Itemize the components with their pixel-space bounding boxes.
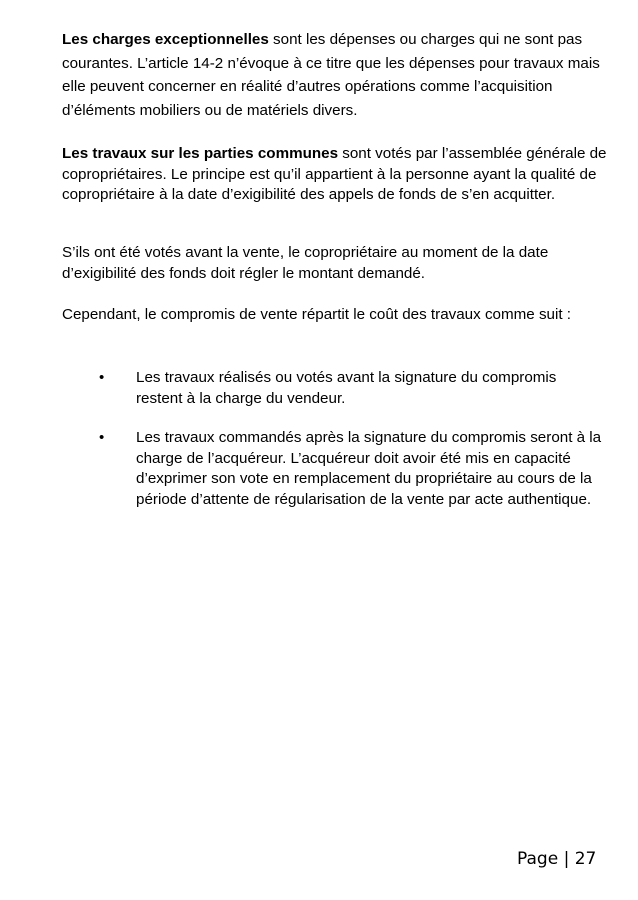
paragraph-body: S’ils ont été votés avant la vente, le copropriétaire au moment de la date d’exigibilité des fonds doit régler le montant demandé. [62, 244, 549, 282]
paragraph-travaux-parties-communes [62, 144, 607, 206]
paragraph-compromis-repartition [62, 305, 607, 326]
paragraph-body: sont votés par l’assemblée générale de copropriétaires. Le principe est qu’il appartient à la personne ayant la qualité de copropriétaire à la date d’exigibilité des appels de fonds de s’en acquitter. [62, 145, 607, 203]
paragraph-body: Cependant, le compromis de vente répartit le coût des travaux comme suit : [62, 306, 572, 323]
list-item-text: Les travaux commandés après la signature du compromis seront à la charge de l’acquéreur. L’acquéreur doit avoir été mis en capacité d’exprimer son vote en remplacement du propriétaire au cours de la période d’attente de régularisation de la vente par acte authentique. [136, 429, 602, 508]
paragraph-charges-exceptionnelles [62, 28, 607, 122]
paragraph-body: sont les dépenses ou charges qui ne sont pas courantes. L’article 14-2 n’évoque à ce titre que les dépenses pour travaux mais elle peuvent concerner en réalité d’autres opérations comme l’acquisition d’éléments mobiliers ou de matériels divers. [62, 31, 600, 119]
page-number: 27 [574, 849, 597, 869]
paragraph-lead-bold: Les charges exceptionnelles [62, 31, 269, 48]
page-footer [517, 847, 596, 871]
paragraph-lead-bold: Les travaux sur les parties communes [62, 145, 339, 162]
bullet-icon: • [99, 429, 105, 446]
bullet-icon: • [99, 369, 105, 386]
page-separator: | [563, 849, 570, 869]
paragraph-vote-avant-vente [62, 243, 607, 284]
page-label: Page [517, 849, 559, 869]
list-item-text: Les travaux réalisés ou votés avant la signature du compromis restent à la charge du vendeur. [136, 369, 557, 407]
